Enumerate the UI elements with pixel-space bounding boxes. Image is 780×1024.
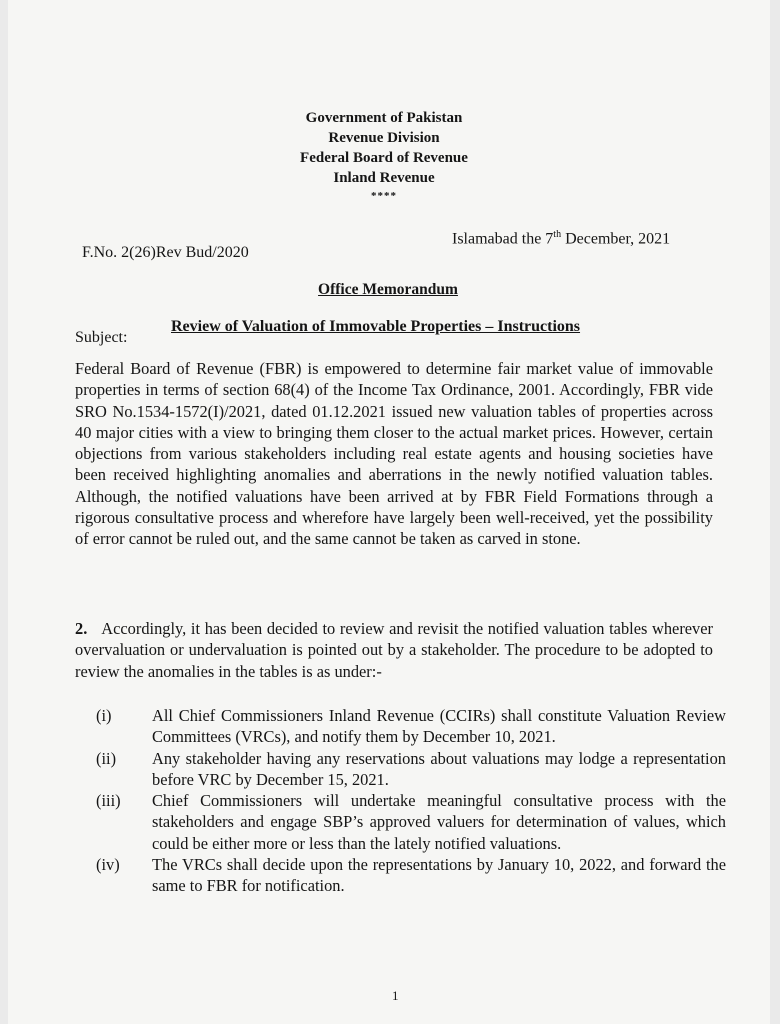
memo-title [8, 281, 770, 299]
date-prefix: Islamabad the 7 [452, 230, 554, 248]
memo-title-text: Office Memorandum [318, 281, 458, 298]
paragraph-2 [75, 618, 713, 682]
letterhead-wing: Inland Revenue [333, 170, 435, 186]
letterhead-division: Revenue Division [328, 130, 440, 146]
list-item-marker: (i) [96, 706, 112, 725]
date-rest: December, 2021 [561, 230, 671, 248]
letterhead [8, 108, 770, 204]
list-item-text: All Chief Commissioners Inland Revenue (CCIRs) shall constitute Valuation Review Committees (VRCs), and notify them by December 10, 2021. [152, 706, 726, 747]
list-item [96, 748, 726, 791]
list-item-text: The VRCs shall decide upon the representations by January 10, 2022, and forward the same to FBR for notification. [152, 855, 726, 896]
list-item-marker: (ii) [96, 748, 117, 768]
issue-date [452, 229, 670, 248]
subject-label: Subject: [75, 329, 128, 346]
subject-text: Review of Valuation of Immovable Properties – Instructions [171, 318, 581, 335]
list-item-text: Any stakeholder having any reservations about valuations may lodge a representation before VRC by December 15, 2021. [152, 748, 726, 789]
letterhead-board: Federal Board of Revenue [300, 150, 468, 166]
memo-page [8, 0, 770, 1024]
paragraph-1: Federal Board of Revenue (FBR) is empowered to determine fair market value of immovable properties in terms of section 68(4) of the Income Tax Ordinance, 2001. Accordingly, FBR vide SRO No.1534-1572(I)/2021, dated 01.12.2021 issued new valuation tables of properties across 40 major cities with a view to bringing them closer to the actual market prices. However, certain objections from various stakeholders including real estate agents and housing societies have been received highlighting anomalies and aberrations in the newly notified valuation tables. Although, the notified valuations have been arrived at by FBR Field Formations through a rigorous consultative process and wherefore have largely been well-received, yet the possibility of error cannot be ruled out, and the same cannot be taken as carved in stone. [75, 359, 713, 549]
paragraph-2-number: 2. [75, 619, 88, 638]
list-item [96, 705, 726, 748]
list-item-text: Chief Commissioners will undertake meaningful consultative process with the stakeholders and engage SBP’s approved valuers for determination of values, which could be either more or less than the lately notified valuations. [152, 791, 726, 853]
date-ordinal: th [553, 229, 562, 240]
procedure-list [96, 705, 726, 897]
letterhead-government: Government of Pakistan [305, 110, 463, 126]
letterhead-separator: **** [371, 190, 397, 202]
paragraph-2-text: Accordingly, it has been decided to review and revisit the notified valuation tables wherever overvaluation or undervaluation is pointed out by a stakeholder. The procedure to be adopted to review the anomalies in the tables is as under:- [75, 619, 713, 681]
list-item [96, 790, 726, 854]
page-number: 1 [392, 988, 399, 1003]
list-item-marker: (iv) [96, 855, 120, 875]
list-item-marker: (iii) [96, 791, 121, 811]
file-number: F.No. 2(26)Rev Bud/2020 [82, 244, 249, 261]
list-item [96, 854, 726, 897]
